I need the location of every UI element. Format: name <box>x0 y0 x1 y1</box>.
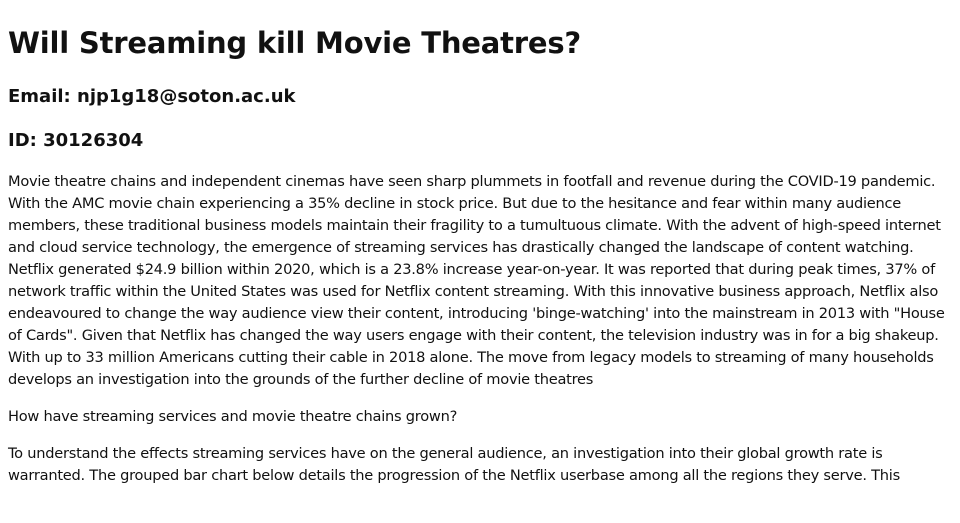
question-paragraph: How have streaming services and movie theatre chains grown? <box>8 408 458 425</box>
page-title: Will Streaming kill Movie Theatres? <box>8 26 582 60</box>
article <box>0 23 960 487</box>
method-paragraph: To understand the effects streaming services have on the general audience, an investigation into their global growth rate is warranted. The grouped bar chart below details the progression of the Netflix userbase among all the regions they serve. This <box>8 445 900 484</box>
author-id: ID: 30126304 <box>8 130 144 151</box>
author-email: Email: njp1g18@soton.ac.uk <box>8 86 296 107</box>
intro-paragraph: Movie theatre chains and independent cinemas have seen sharp plummets in footfall and revenue during the COVID-19 pandemic. With the AMC movie chain experiencing a 35% decline in stock price. But due to the hesitance and fear within many audience members, these traditional business models maintain their fragility to a tumultuous climate. With the advent of high-speed internet and cloud service technology, the emergence of streaming services has drastically changed the landscape of content watching. Netflix generated $24.9 billion within 2020, which is a 23.8% increase year-on-year. It was reported that during peak times, 37% of network traffic within the United States was used for Netflix content streaming. With this innovative business approach, Netflix also endeavoured to change the way audience view their content, introducing 'binge-watching' into the mainstream in 2013 with "House of Cards". Given that Netflix has changed the way users engage with their content, the television industry was in for a big shakeup. With up to 33 million Americans cutting their cable in 2018 alone. The move from legacy models to streaming of many households develops an investigation into the grounds of the further decline of movie theatres <box>8 173 945 388</box>
